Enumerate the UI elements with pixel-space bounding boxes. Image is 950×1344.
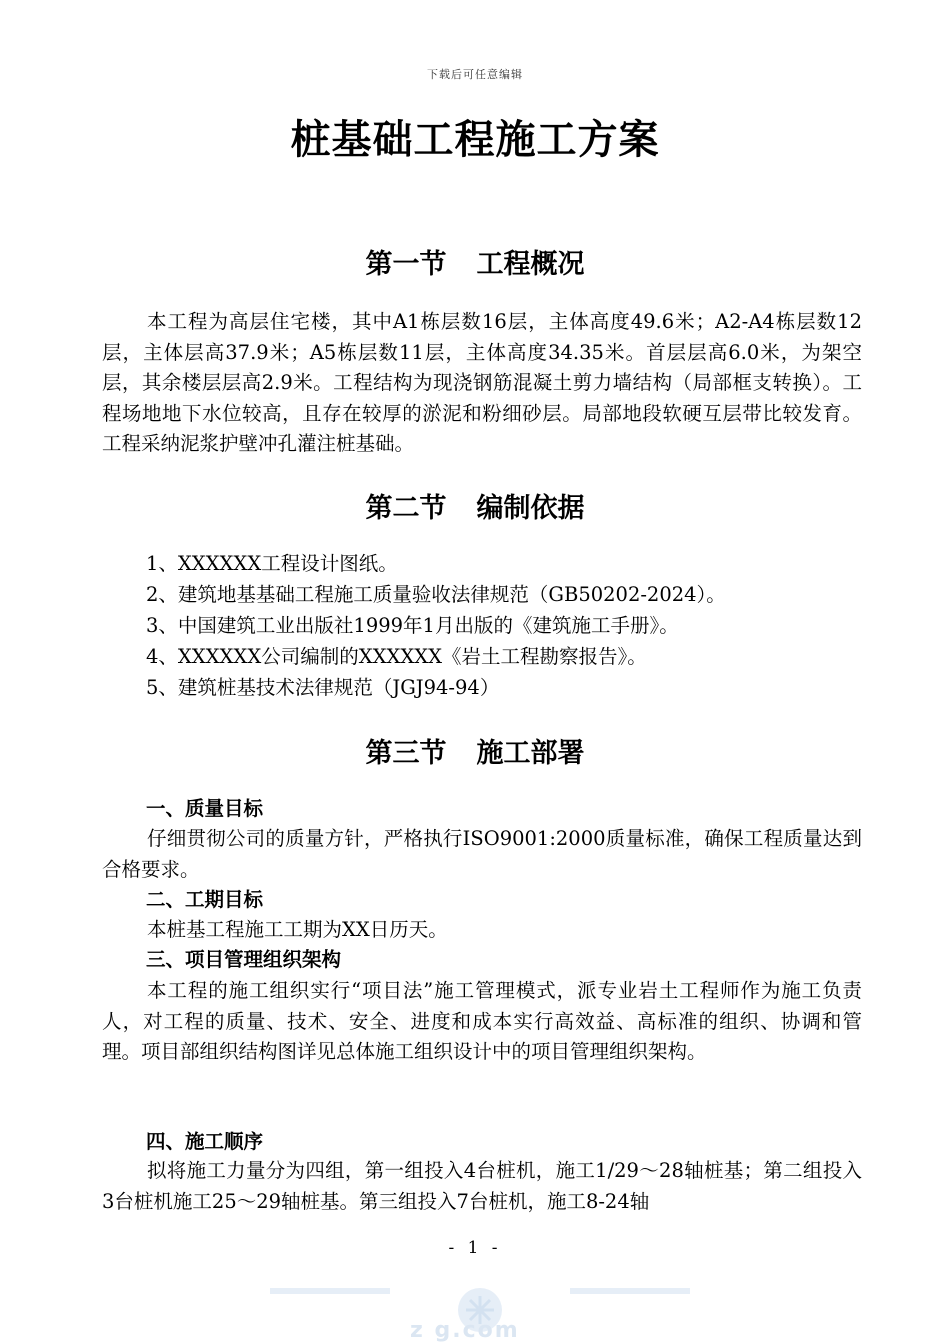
section-1-paragraph: 本工程为高层住宅楼，其中A1栋层数16层，主体高度49.6米；A2-A4栋层数12层，主体层高37.9米；A5栋层数11层，主体高度34.35米。首层层高6.0米，为架空层，其余楼层层高2.9米。工程结构为现浇钢筋混凝土剪力墙结构（局部框支转换）。工程场地地下水位较高，且存在较厚的淤泥和粉细砂层。局部地段软硬互层带比较发育。工程采纳泥浆护壁冲孔灌注桩基础。 <box>102 310 862 455</box>
list-item: 1、XXXXXX工程设计图纸。 <box>146 552 398 575</box>
list-item: 4、XXXXXX公司编制的XXXXXX《岩土工程勘察报告》。 <box>146 645 647 668</box>
section-title: 施工部署 <box>476 738 585 769</box>
subsection-heading-schedule: 二、工期目标 <box>146 888 264 911</box>
subsection-text-schedule: 本桩基工程施工工期为XX日历天。 <box>147 918 448 941</box>
list-item: 5、建筑桩基技术法律规范（JGJ94-94） <box>146 676 500 699</box>
subsection-text-organization: 本工程的施工组织实行“项目法”施工管理模式，派专业岩土工程师作为施工负责人，对工程的质量、技术、安全、进度和成本实行高效益、高标准的组织、协调和管理。项目部组织结构图详见总体施工组织设计中的项目管理组织架构。 <box>102 979 862 1063</box>
subsection-text-sequence: 拟将施工力量分为四组，第一组投入4台桩机，施工1/29～28轴桩基；第二组投入3台桩机施工25～29轴桩基。第三组投入7台桩机，施工8-24轴 <box>102 1159 862 1213</box>
section-title: 工程概况 <box>476 249 585 280</box>
section-number: 第三节 <box>365 738 447 769</box>
watermark-text: z g.com <box>410 1318 520 1343</box>
document-title: 桩基础工程施工方案 <box>290 117 660 163</box>
section-title: 编制依据 <box>476 493 585 524</box>
section-number: 第一节 <box>365 249 447 280</box>
subsection-text-quality: 仔细贯彻公司的质量方针，严格执行ISO9001:2000质量标准，确保工程质量达到合格要求。 <box>102 827 862 881</box>
page-number: - 1 - <box>448 1238 502 1258</box>
section-heading-2 <box>0 486 950 525</box>
section-number: 第二节 <box>365 493 447 524</box>
subsection-heading-organization: 三、项目管理组织架构 <box>146 948 342 971</box>
list-item: 3、中国建筑工业出版社1999年1月出版的《建筑施工手册》。 <box>146 614 679 637</box>
header-note: 下载后可任意编辑 <box>427 68 523 81</box>
list-item: 2、建筑地基基础工程施工质量验收法律规范（GB50202-2024）。 <box>146 583 726 606</box>
subsection-heading-sequence: 四、施工顺序 <box>146 1130 264 1153</box>
section-heading-1 <box>0 242 950 281</box>
subsection-heading-quality: 一、质量目标 <box>146 797 264 820</box>
section-heading-3 <box>0 731 950 770</box>
